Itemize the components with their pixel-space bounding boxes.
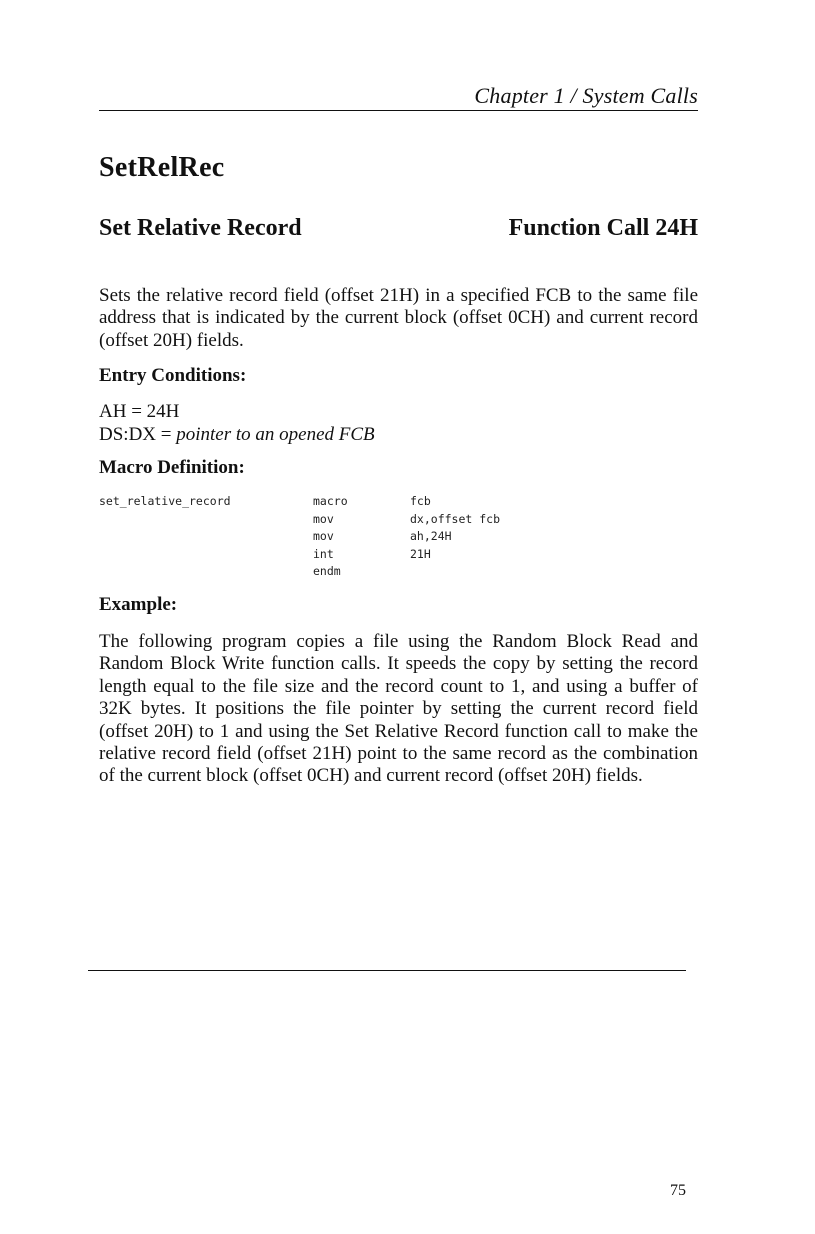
macro-op: mov: [313, 511, 334, 526]
entry-ah-line: AH = 24H: [99, 401, 180, 422]
description-paragraph: Sets the relative record field (offset 21H) in a specified FCB to the same file address that is indicated by the current block (offset 0CH) and current record (offset 20H) fields.: [99, 285, 698, 351]
macro-definition-heading: Macro Definition:: [99, 457, 245, 478]
example-paragraph: The following program copies a file using the Random Block Read and Random Block Write function calls. It speeds the copy by setting the record length equal to the file size and the record count to 1, and using a buffer of 32K bytes. It positions the file pointer by setting the current record field (offset 20H) to 1 and using the Set Relative Record function call to make the relative record field (offset 21H) point to the same record as the combination of the current block (offset 0CH) and current record (offset 20H) fields.: [99, 631, 698, 787]
function-subtitle: Set Relative Record: [99, 215, 302, 241]
macro-label: set_relative_record: [99, 494, 231, 508]
entry-conditions-heading: Entry Conditions:: [99, 365, 247, 386]
entry-dsdx-value: pointer to an opened FCB: [176, 424, 375, 445]
macro-arg: ah,24H: [410, 529, 452, 544]
entry-dsdx-line: [99, 424, 375, 446]
macro-op-column: [313, 493, 348, 581]
macro-op: int: [313, 546, 334, 561]
macro-arg: dx,offset fcb: [410, 511, 501, 526]
page-number: 75: [670, 1182, 686, 1199]
running-head: Chapter 1 / System Calls: [474, 83, 698, 108]
footer-rule: [88, 970, 686, 971]
macro-label-column: [99, 493, 231, 511]
macro-op: mov: [313, 529, 334, 544]
page-title: SetRelRec: [99, 152, 225, 183]
macro-arg: 21H: [410, 546, 431, 561]
header-rule: [99, 110, 698, 111]
entry-dsdx-label: DS:DX =: [99, 424, 177, 445]
macro-op: macro: [313, 494, 348, 508]
function-call-label: Function Call 24H: [508, 215, 698, 241]
macro-arg-column: [410, 493, 500, 563]
example-heading: Example:: [99, 594, 178, 615]
macro-arg: fcb: [410, 494, 431, 508]
macro-op: endm: [313, 564, 341, 579]
